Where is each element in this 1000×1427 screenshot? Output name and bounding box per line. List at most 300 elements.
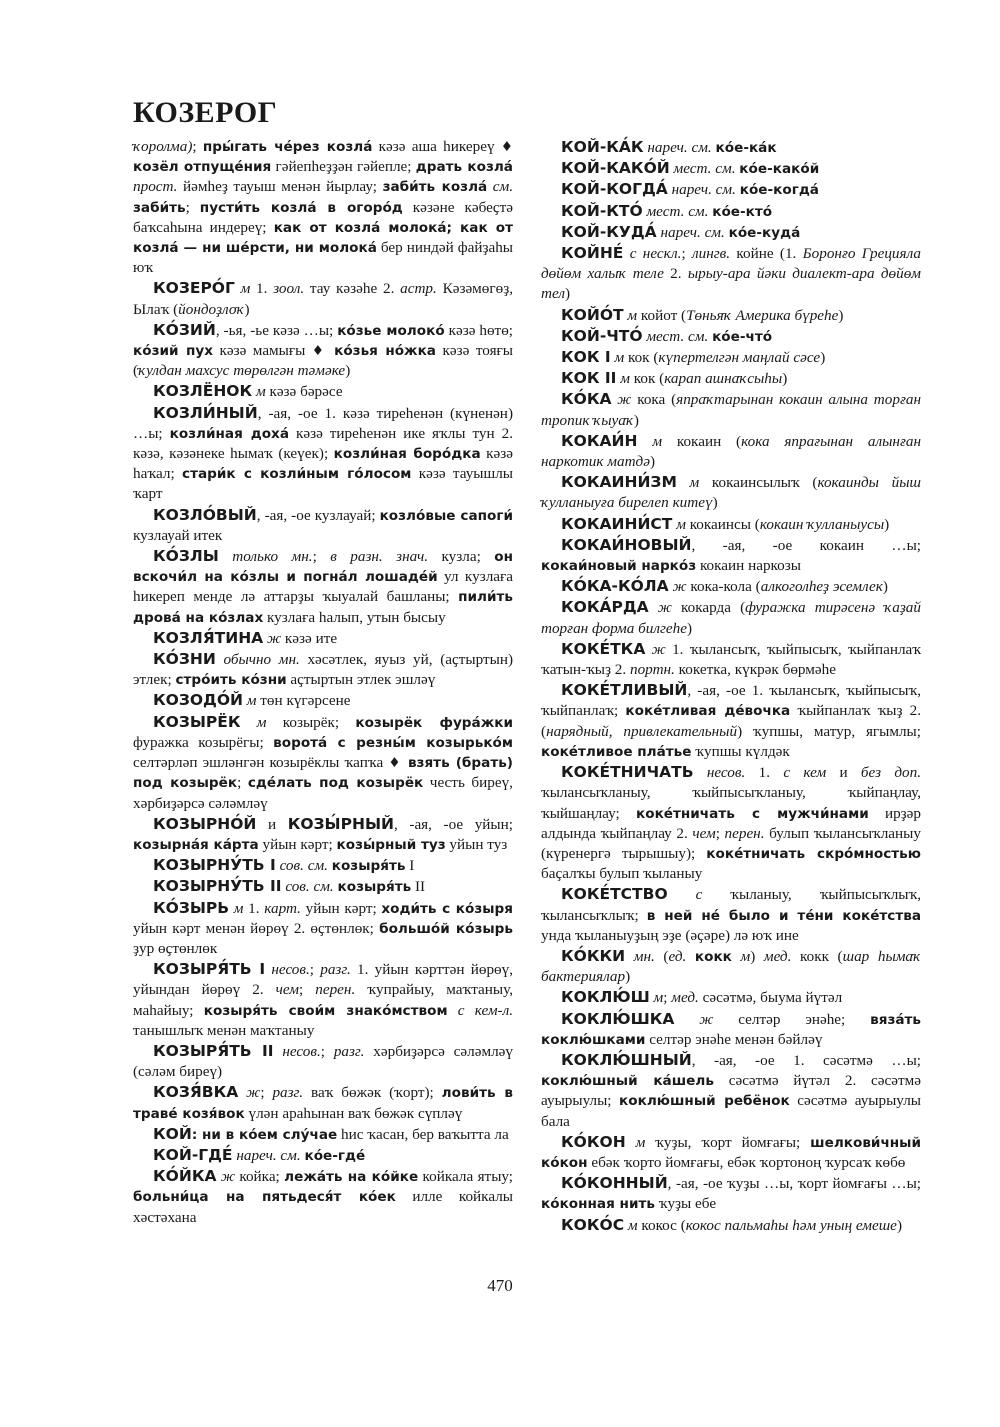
- dictionary-entry: [541, 987, 921, 1008]
- entry-text: 2.: [663, 265, 688, 283]
- entry-text: кәзәне кәбеҫтә баҡсаһына индереү;: [133, 198, 513, 236]
- entry-text: һис ҡасан, бер ваҡытта ла: [337, 1125, 509, 1143]
- italic-label: нарядный, привлекательный: [546, 722, 738, 740]
- italic-label: күпертелгән маңлай сәсе: [658, 349, 821, 367]
- entry-text: ): [633, 411, 639, 429]
- italic-label: ж: [220, 1168, 235, 1186]
- italic-label: прост.: [133, 178, 178, 196]
- italic-label: мест. см.: [673, 160, 736, 178]
- italic-label: мест. см.: [646, 327, 709, 345]
- italic-label: несов.: [706, 764, 746, 782]
- entry-text: и: [826, 764, 861, 782]
- entry-text: ;: [681, 245, 692, 263]
- entry-text: и: [256, 815, 288, 833]
- headword: КОК II: [561, 369, 617, 388]
- headword: КО́ЗЛЫ: [153, 547, 219, 566]
- headword: КОК I: [561, 348, 611, 367]
- headword: КОЙ-ЧТО́: [561, 326, 643, 345]
- bold-phrase: ко́е-куда́: [728, 224, 801, 241]
- entry-text: , -ая, -ое 1. ҡылансыҡ, ҡыйпысыҡ, ҡыйпанлаҡ;: [541, 682, 921, 720]
- italic-label: шар һымаҡ бактериялар: [541, 947, 922, 986]
- entry-text: [677, 474, 690, 491]
- headword: КОЙ: [153, 1124, 192, 1143]
- bold-phrase: ♦ козёл отпуще́ния: [133, 139, 513, 176]
- dictionary-entry: [541, 368, 921, 389]
- bold-phrase: козло́вые сапоги́: [379, 507, 513, 524]
- entry-text: селтәр энәһе;: [713, 1010, 871, 1028]
- bold-phrase: ♦ ко́зья но́жка: [311, 343, 436, 360]
- dictionary-entry: [541, 514, 921, 535]
- headword: КОЙО́Т: [561, 305, 624, 324]
- entry-text: ;: [260, 1084, 273, 1102]
- bold-phrase: : ни в ко́ем слу́чае: [191, 1126, 338, 1143]
- bold-phrase: ко́е-где́: [304, 1147, 366, 1164]
- dictionary-entry: [133, 1124, 513, 1145]
- headword: КОЗЛЁНОК: [153, 382, 253, 401]
- dictionary-entry: [541, 535, 921, 576]
- bold-phrase: козыря́ть: [337, 879, 412, 896]
- dictionary-entry: [541, 326, 921, 347]
- dictionary-entry: [133, 546, 513, 628]
- bold-phrase: кокаи́новый нарко́з: [541, 558, 697, 575]
- entry-text: [625, 948, 634, 965]
- italic-label: м: [653, 989, 664, 1007]
- entry-text: ;: [663, 989, 672, 1007]
- dictionary-entry: [541, 639, 921, 680]
- bold-phrase: он вскочи́л на ко́злы и погна́л лошаде́й: [133, 549, 513, 586]
- headword: КОКЕ́ТСТВО: [561, 885, 668, 904]
- dictionary-entry: [541, 389, 921, 430]
- headword: КОЗЯ́ВКА: [153, 1083, 239, 1102]
- bold-phrase: коклю́шный ка́шель: [541, 1073, 714, 1090]
- entry-text: кокаинсылыҡ (: [699, 474, 818, 492]
- entry-text: ): [884, 515, 890, 533]
- italic-label: мн.: [633, 947, 655, 965]
- entry-text: йәмһеҙ тауыш менән йырлау;: [177, 178, 383, 196]
- bold-phrase: в ней не́ было и те́ни коке́тства: [646, 907, 922, 924]
- italic-label: ж: [657, 599, 672, 617]
- dictionary-entry: [541, 243, 921, 305]
- entry-text: кокаин (: [662, 432, 742, 450]
- entry-text: фуражка козырёгы;: [133, 733, 274, 751]
- italic-label: м: [240, 280, 251, 298]
- italic-label: несов.: [282, 1042, 321, 1060]
- italic-label: ж: [246, 1084, 261, 1102]
- entry-text: ;: [192, 138, 203, 155]
- headword: КОКАИНИ́ЗМ: [561, 473, 677, 492]
- headword: КОЗЛО́ВЫЙ: [153, 505, 257, 524]
- italic-label: м: [635, 1133, 646, 1151]
- entry-text: кәзә мамығы: [212, 342, 312, 360]
- entry-text: кокетка, күкрәк бөрмәһе: [674, 661, 836, 679]
- entry-text: хәсәтлек, яуыз уй, (аҫтыртын) этлек;: [133, 651, 514, 689]
- entry-text: 1. ҡылансыҡ, ҡыйпысыҡ, ҡыйпанлаҡ ҡатын-ҡыҙ 2.: [541, 640, 922, 679]
- entry-text: II: [411, 878, 426, 896]
- entry-text: сәсәтмә, быума йүтәл: [698, 989, 843, 1007]
- entry-text: [626, 1134, 636, 1151]
- bold-phrase: драть козла́: [415, 159, 513, 176]
- entry-text: ҡупшы күлдәк: [691, 742, 790, 760]
- dictionary-entry: [541, 1050, 921, 1132]
- headword: КОЗЫРЁК: [153, 712, 241, 731]
- italic-label: ырыу-ара йәки диалект-ара дөйөм тел: [541, 265, 921, 303]
- entry-text: кузлаға һалып, утын бысыу: [263, 608, 446, 626]
- italic-label: обычно мн.: [223, 651, 300, 669]
- entry-text: ): [712, 494, 718, 512]
- entry-text: кузлауай итек: [133, 526, 223, 544]
- dictionary-entry: [133, 1041, 513, 1082]
- entry-text: 1.: [250, 280, 274, 298]
- dictionary-entry: [541, 347, 921, 368]
- bold-phrase: ко́е-кто́: [712, 203, 773, 220]
- entry-text: кока (: [631, 391, 677, 409]
- italic-label: портн.: [629, 661, 675, 679]
- italic-label: карап ашнаҡсыһы: [664, 370, 783, 388]
- bold-phrase: лови́ть в траве́ козя́вок: [133, 1085, 513, 1122]
- entry-text: ;: [715, 824, 725, 842]
- entry-text: ): [625, 968, 631, 986]
- entry-text: [448, 1002, 458, 1019]
- italic-label: м: [652, 432, 663, 450]
- entry-text: кокаин наркозы: [696, 557, 801, 575]
- headword: КОЗЫРЯ́ТЬ I: [153, 960, 266, 979]
- entry-text: кок (: [624, 349, 659, 367]
- entry-text: ;: [298, 981, 316, 999]
- italic-label: ҡоролма): [133, 138, 193, 155]
- entry-text: [649, 599, 658, 616]
- bold-phrase: пили́ть дрова́ на ко́злах: [133, 589, 513, 626]
- dictionary-entry: [133, 1166, 513, 1228]
- italic-label: с нескл.: [629, 245, 682, 263]
- entry-text: үлән араһынан ваҡ бөжәк сүпләү: [244, 1104, 463, 1122]
- entry-text: ҡуҙы ебе: [654, 1195, 717, 1213]
- entry-text: кокос (: [637, 1216, 686, 1234]
- italic-label: нареч. см.: [236, 1146, 301, 1164]
- dictionary-entry: [541, 680, 921, 762]
- entry-text: кәзә аша һикереү: [372, 138, 501, 155]
- italic-label: перен.: [315, 981, 356, 999]
- italic-label: м: [255, 383, 266, 401]
- italic-label: ж: [617, 391, 632, 409]
- dictionary-entry: [133, 320, 513, 382]
- italic-label: Боронғо Грецияла дөйөм халыҡ теле: [541, 245, 921, 283]
- italic-label: только мн.: [232, 548, 313, 566]
- entry-text: койне (1.: [730, 245, 803, 263]
- entry-text: ҡупрайыу, маҡтаныу, маһайыу;: [133, 981, 513, 1019]
- entry-text: кәзә тиреһенән ике яҡлы тун 2. кәзә, кәзәнеке һымаҡ (кеүек);: [133, 424, 513, 463]
- italic-label: зоол.: [273, 280, 305, 298]
- entry-text: козырёк;: [266, 713, 356, 731]
- entry-text: честь биреү, хәрбиҙәрсә сәләмләү: [133, 774, 513, 812]
- headword: КОКО́С: [561, 1215, 625, 1234]
- entry-text: , -ая, -ое 1. кәзә тиреһенән (күненән) …ы;: [133, 404, 513, 442]
- italic-label: кокаин ҡулланыусы: [759, 515, 885, 533]
- italic-label: фуражка тирәсенә ҡаҙай торған форма билгеһе: [541, 599, 921, 637]
- headword: КОЗЫ́РНЫЙ: [287, 814, 394, 833]
- bold-phrase: как от козла́ молока́; как от козла́ — ни ше́рсти, ни молока́: [133, 219, 513, 257]
- entry-text: кокаинсы (: [685, 515, 760, 533]
- bold-phrase: ко́е-како́й: [739, 161, 820, 178]
- dictionary-entry: [541, 1215, 921, 1236]
- italic-label: разг.: [320, 961, 351, 979]
- italic-label: кокаинды йыш ҡулланыуға бирелеп китеү: [541, 474, 921, 512]
- entry-text: ҡыланыу, ҡыйпысыҡлыҡ, ҡылансыҡлыҡ;: [541, 886, 921, 924]
- entry-text: булып ҡылансыҡланыу (күренергә тырышыу);: [541, 824, 921, 862]
- headword: КОЗОДО́Й: [153, 691, 243, 710]
- dictionary-entry: [541, 1009, 921, 1050]
- headword: КО́ЗИЙ: [153, 320, 216, 339]
- bold-phrase: пры́гать че́рез козла́: [202, 139, 373, 155]
- headword: КОКЛЮ́ШНЫЙ: [561, 1050, 692, 1069]
- italic-label: м: [740, 947, 751, 965]
- bold-phrase: ♦ взять (брать) под козырёк: [133, 755, 514, 792]
- headword: КОКЕ́ТЛИВЫЙ: [561, 681, 688, 700]
- italic-label: м: [620, 370, 630, 388]
- entry-text: кәзә ите: [281, 629, 338, 647]
- headword: КОЙНЕ́: [561, 244, 624, 263]
- headword: КО́ЗЫРЬ: [153, 898, 230, 917]
- bold-phrase: коке́тливое пла́тье: [541, 743, 692, 760]
- bold-phrase: ко́зье молоко́: [337, 322, 445, 339]
- italic-label: ед.: [668, 947, 687, 965]
- entry-text: I: [405, 857, 415, 875]
- italic-label: см.: [492, 178, 514, 196]
- entry-text: ): [838, 306, 844, 324]
- dictionary-entry: [133, 1145, 513, 1166]
- entry-text: ): [782, 370, 788, 388]
- italic-label: нареч. см.: [660, 223, 725, 241]
- dictionary-entry: [133, 855, 513, 876]
- bold-phrase: заби́ть козла́: [382, 179, 488, 196]
- entry-text: ): [649, 453, 656, 471]
- italic-label: м: [233, 899, 244, 917]
- entry-text: ): [896, 1216, 902, 1234]
- italic-label: мед.: [671, 989, 699, 1007]
- entry-text: , -ая, -ое 1. сәсәтмә …ы;: [691, 1051, 921, 1069]
- entry-text: кока-кола (: [686, 578, 761, 596]
- entry-text: селтәрләп эшләнгән козырёклы ҡапҡа: [133, 754, 389, 772]
- entry-text: ҡыйпанлаҡ ҡыҙ 2. (: [541, 702, 922, 740]
- italic-label: сов. см.: [279, 857, 328, 875]
- italic-label: м: [676, 515, 686, 533]
- entry-text: кәзә һөтө;: [444, 321, 514, 339]
- bold-phrase: козы́рный туз: [336, 836, 446, 853]
- entry-text: уйын туз: [445, 835, 508, 853]
- dictionary-entry: [541, 762, 921, 884]
- entry-text: уйын кәрт;: [258, 835, 337, 853]
- entry-text: танышлыҡ менән маҡтаныу: [133, 1021, 315, 1039]
- bold-phrase: коклю́шный ребёнок: [619, 1093, 790, 1110]
- italic-label: с кем: [783, 764, 827, 782]
- headword: КО́ЗНИ: [153, 650, 216, 669]
- bold-phrase: ко́конная нить: [541, 1196, 655, 1213]
- entry-text: ): [820, 349, 826, 367]
- headword: КО́КА: [561, 390, 612, 409]
- entry-text: ): [882, 578, 888, 596]
- headword: КОКАИ́Н: [561, 431, 638, 450]
- headword: КОЗЫРЯ́ТЬ II: [153, 1041, 274, 1060]
- bold-phrase: стро́ить ко́зни: [175, 672, 287, 689]
- entry-text: унда ҡыланыуҙың эҙе (әҫәре) лә юҡ ине: [541, 926, 799, 944]
- italic-label: нареч. см.: [671, 181, 736, 199]
- entry-text: уйын кәрт менән йөрөү 2. өҫтөнлөк;: [133, 919, 380, 937]
- entry-text: кәзә һаҡал;: [133, 445, 513, 483]
- dictionary-entry: [133, 649, 513, 690]
- bold-phrase: козли́ная боро́дка: [333, 446, 481, 463]
- entry-text: тау кәзәһе 2.: [304, 280, 401, 298]
- bold-phrase: лежа́ть на ко́йке: [284, 1169, 419, 1186]
- headword: КОКА́РДА: [561, 598, 649, 617]
- entry-text: ;: [309, 961, 321, 979]
- headword: КО́КОН: [561, 1132, 626, 1151]
- italic-label: лингв.: [691, 245, 731, 263]
- italic-label: мест. см.: [646, 202, 709, 220]
- italic-label: без доп.: [860, 764, 922, 782]
- dictionary-entry: [541, 179, 921, 200]
- bold-phrase: сде́лать под козырёк: [247, 775, 424, 792]
- bold-phrase: стари́к с козли́ным го́лосом: [182, 466, 412, 483]
- entry-text: [732, 948, 741, 965]
- dictionary-entry: [541, 597, 921, 638]
- headword: КОЙ-КТО́: [561, 201, 643, 220]
- headword: КОЙ-КУДА́: [561, 222, 657, 241]
- headword: КОКЛЮ́Ш: [561, 988, 650, 1007]
- headword: КОКЕ́ТКА: [561, 639, 646, 658]
- italic-label: ҡулдан махсус төрөлгән тәмәке: [138, 362, 346, 380]
- dictionary-entry: [541, 137, 921, 158]
- dictionary-entry: [133, 898, 513, 960]
- dictionary-entry: [133, 381, 513, 402]
- headword: КОЙ-КАКО́Й: [561, 159, 670, 178]
- entry-text: 1.: [243, 899, 265, 917]
- italic-label: ж: [699, 1010, 714, 1028]
- italic-label: м: [627, 306, 638, 324]
- bold-phrase: козыря́ть свои́м знако́мством: [203, 1002, 448, 1019]
- entry-text: 1.: [745, 764, 784, 782]
- headword: КОЙ-КА́К: [561, 138, 644, 156]
- entry-text: кузла;: [428, 548, 495, 566]
- entry-text: кокк (: [791, 947, 843, 965]
- entry-text: кокарда (: [671, 599, 746, 617]
- entry-text: ): [244, 300, 250, 318]
- entry-text: [694, 764, 707, 781]
- entry-text: ул кузлаға һикереп менде лә аттарҙы ҡыуалай башланы;: [133, 568, 513, 606]
- entry-text: ваҡ бөжәк (ҡорт);: [303, 1084, 442, 1102]
- dictionary-entry: [541, 472, 921, 513]
- italic-label: астр.: [400, 280, 437, 298]
- entry-text: 1. уйын кәрттән йөрөү, уйындан йөрөү 2.: [133, 961, 514, 999]
- entry-text: баҫалҡы булып ҡыланыу: [541, 865, 703, 883]
- entry-text: [674, 1011, 699, 1028]
- bold-phrase: коке́тливая де́вочка: [625, 703, 791, 720]
- bold-phrase: ко́зий пух: [133, 343, 213, 360]
- headword: КОКАИ́НОВЫЙ: [561, 535, 692, 554]
- headword: КОЗЫРНО́Й: [153, 814, 257, 833]
- dictionary-entry: [541, 946, 921, 987]
- entry-text: уйын кәрт;: [300, 899, 382, 917]
- bold-phrase: козырёк фура́жки: [355, 714, 513, 731]
- page-number: 470: [487, 1276, 513, 1295]
- entry-text: койкала ятыу;: [418, 1168, 514, 1186]
- italic-label: перен.: [724, 824, 765, 842]
- entry-text: ;: [185, 198, 200, 216]
- entry-text: , -ая, -ое кузлауай;: [256, 506, 380, 524]
- dictionary-entry: [541, 222, 921, 243]
- bold-phrase: заби́ть: [133, 199, 186, 216]
- headword: КОЙ-КОГДА́: [561, 180, 668, 199]
- entry-text: [241, 714, 257, 731]
- bold-phrase: ко́е-что́: [712, 328, 773, 345]
- italic-label: с: [695, 886, 703, 904]
- italic-label: м: [614, 349, 625, 367]
- entry-text: [219, 548, 232, 565]
- dictionary-entry: [133, 690, 513, 711]
- bold-phrase: больни́ца на пятьдеся́т ко́ек: [133, 1189, 396, 1206]
- entry-text: гәйепһеҙҙән гәйепле;: [271, 158, 416, 176]
- entry-text: ): [345, 362, 351, 380]
- dictionary-entry: [541, 884, 921, 946]
- bold-phrase: пусти́ть козла́ в огоро́д: [199, 199, 403, 216]
- italic-label: м: [689, 474, 700, 492]
- bold-phrase: вяза́ть коклю́шками: [541, 1011, 921, 1048]
- italic-label: м: [256, 713, 267, 731]
- dictionary-entry: [541, 158, 921, 179]
- bold-phrase: ходи́ть с ко́зыря: [381, 900, 514, 917]
- italic-label: в разн. знач.: [330, 548, 429, 566]
- italic-label: япраҡтарынан кокаин алына торған тропик ҡыуаҡ: [541, 391, 922, 429]
- dictionary-entry: [133, 876, 513, 897]
- entry-text: , -ья, -ье кәзә …ы;: [215, 321, 338, 339]
- entry-text: ): [686, 619, 693, 637]
- entry-text: койот (: [637, 306, 687, 324]
- bold-phrase: коке́тничать скро́мностью: [706, 845, 921, 862]
- entry-text: [637, 433, 652, 450]
- headword: КОКЛЮ́ШКА: [561, 1009, 675, 1028]
- bold-phrase: ко́е-ка́к: [715, 140, 777, 156]
- italic-label: разг.: [333, 1042, 365, 1060]
- headword: КО́ККИ: [561, 946, 626, 965]
- italic-label: карт.: [264, 899, 301, 917]
- entry-text: ҡылансыҡланыу, ҡыйпысыҡланыу, ҡыйпаңлау, ҡыйшаңлау;: [541, 784, 921, 822]
- italic-label: м: [627, 1216, 638, 1234]
- entry-text: ебәк ҡорто йомғағы, ебәк ҡортоноң ҡурсаҡ көбө: [587, 1153, 906, 1171]
- bold-phrase: ко́е-когда́: [739, 182, 819, 199]
- dictionary-entry: [133, 712, 513, 814]
- entry-text: [686, 948, 695, 965]
- entry-text: кәзә тояғы (: [133, 342, 513, 380]
- entry-text: сәсәтмә йүтәл 2. сәсәтмә ауырыулы;: [541, 1072, 921, 1110]
- dictionary-entry: [133, 628, 513, 649]
- bold-phrase: ворота́ с резны́м козырько́м: [273, 734, 513, 751]
- headword: КО́ЙКА: [153, 1167, 217, 1186]
- entry-text: , -ая, -ое ҡуҙы …ы, ҡорт йомғағы …ы;: [667, 1175, 921, 1193]
- headword: КО́КА-КО́ЛА: [561, 577, 669, 596]
- entry-text: ҡуҙы, ҡорт йомғағы;: [645, 1133, 811, 1151]
- entry-text: , -ая, -ое уйын;: [394, 815, 513, 833]
- entry-text: ): [564, 285, 571, 303]
- dictionary-entry: [541, 1173, 921, 1214]
- bold-phrase: большо́й ко́зырь: [379, 920, 513, 937]
- entry-text: селтәр энәһе менән бәйләү: [645, 1030, 823, 1048]
- entry-text: ;: [312, 548, 331, 566]
- italic-label: Төньяҡ Америка бүреһе: [686, 306, 839, 324]
- entry-text: койка;: [234, 1168, 285, 1186]
- dictionary-entry: [541, 431, 921, 472]
- dictionary-entry: [541, 305, 921, 326]
- dictionary-entry: [133, 814, 513, 855]
- entry-text: , -ая, -ое кокаин …ы;: [691, 536, 921, 554]
- italic-label: м: [246, 692, 257, 710]
